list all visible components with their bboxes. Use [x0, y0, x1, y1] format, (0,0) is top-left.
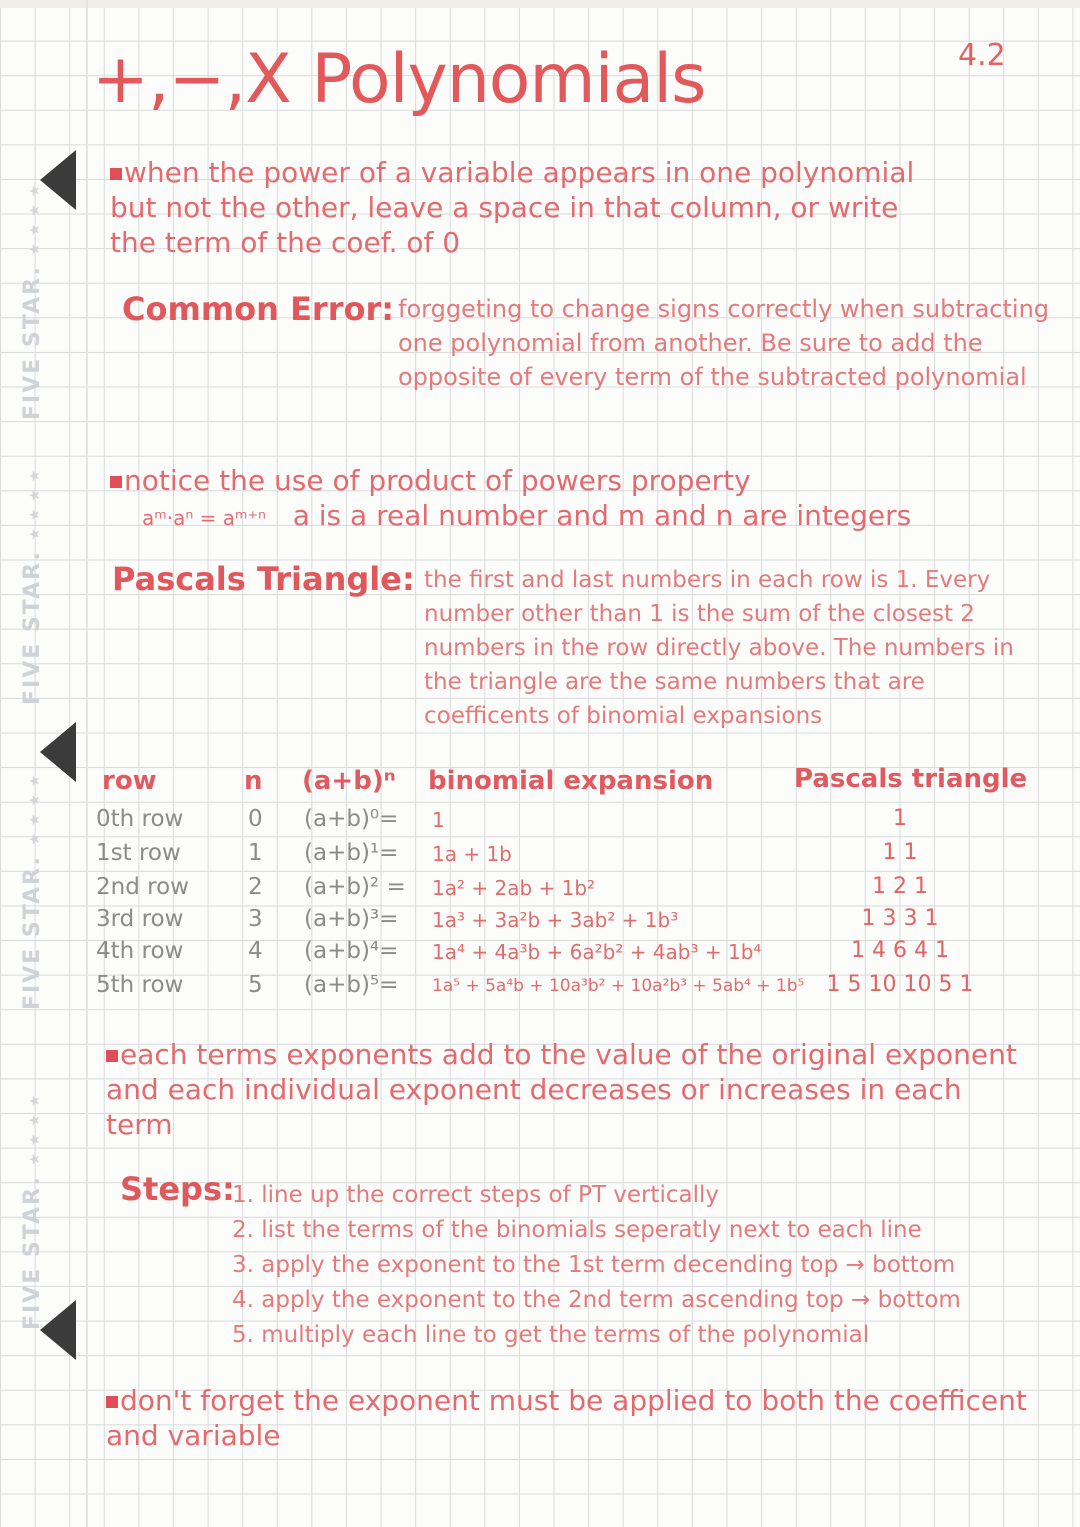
row-label: 3rd row [96, 906, 184, 932]
list-item: 5. multiply each line to get the terms of the polynomial [232, 1322, 870, 1348]
row-n: 2 [248, 874, 263, 900]
common-error-heading: Common Error: [122, 290, 395, 328]
list-item: 2. list the terms of the binomials seperatly next to each line [232, 1217, 922, 1243]
steps-list [232, 1178, 961, 1353]
row-expansion: 1a + 1b [432, 842, 512, 866]
row-expansion: 1a⁵ + 5a⁴b + 10a³b² + 10a²b³ + 5ab⁴ + 1b⁵ [432, 976, 805, 996]
row-label: 2nd row [96, 874, 189, 900]
row-triangle: 1 5 10 10 5 1 [826, 972, 974, 997]
row-binomial: (a+b)¹= [304, 840, 399, 866]
col-header-triangle: Pascals triangle [794, 764, 1028, 794]
row-expansion: 1 [432, 808, 445, 832]
row-binomial: (a+b)⁵= [304, 972, 399, 998]
row-binomial: (a+b)³= [304, 906, 399, 932]
pascals-triangle-heading: Pascals Triangle: [112, 560, 415, 598]
note-product-of-powers: notice the use of product of powers property aᵐ·aⁿ = aᵐ⁺ⁿ a is a real number and m and n are integers [110, 463, 1030, 536]
row-triangle: 1 4 6 4 1 [851, 938, 949, 963]
margin-line [86, 0, 88, 1527]
row-label: 1st row [96, 840, 181, 866]
row-binomial: (a+b)² = [304, 874, 406, 900]
list-item: 1. line up the correct steps of PT vertically [232, 1182, 719, 1208]
row-expansion: 1a³ + 3a²b + 3ab² + 1b³ [432, 908, 679, 932]
col-header-row: row [102, 766, 157, 796]
col-header-expansion: binomial expansion [428, 766, 714, 796]
pascals-triangle-text: the first and last numbers in each row is 1. Every number other than 1 is the sum of the closest 2 numbers in the row directly above. The numbers in the triangle are the same numbers that are coefficents of binomial expansions [424, 567, 1014, 729]
bullet-icon [110, 476, 122, 488]
list-item: 3. apply the exponent to the 1st term decending top → bottom [232, 1252, 956, 1278]
row-label: 5th row [96, 972, 184, 998]
row-binomial: (a+b)⁴= [304, 938, 399, 964]
row-triangle: 1 2 1 [872, 874, 928, 899]
page-title: +,−,X Polynomials [92, 40, 706, 119]
row-expansion: 1a⁴ + 4a³b + 6a²b² + 4ab³ + 1b⁴ [432, 940, 762, 964]
brand-watermark: FIVE STAR. ★ ★ ★ ★ [20, 468, 45, 705]
page-number: 4.2 [958, 38, 1006, 73]
col-header-binomial: (a+b)ⁿ [302, 766, 396, 796]
row-label: 4th row [96, 938, 184, 964]
bullet-icon [110, 168, 122, 180]
note-exponents: each terms exponents add to the value of the original exponent and each individual exponent decreases or increases in each term [106, 1038, 1017, 1141]
list-item: 4. apply the exponent to the 2nd term ascending top → bottom [232, 1287, 961, 1313]
brand-watermark: FIVE STAR. ★ ★ ★ ★ [20, 1093, 45, 1330]
note-apply-exponent: don't forget the exponent must be applied to both the coefficent and variable [106, 1384, 1027, 1452]
bullet-icon [106, 1050, 118, 1062]
row-triangle: 1 1 [882, 840, 918, 865]
row-n: 3 [248, 906, 263, 932]
brand-watermark: FIVE STAR. ★ ★ ★ ★ [20, 183, 45, 420]
bullet-icon [106, 1396, 118, 1408]
row-n: 1 [248, 840, 263, 866]
row-triangle: 1 [893, 806, 907, 831]
row-n: 4 [248, 938, 263, 964]
col-header-n: n [244, 766, 263, 796]
common-error-text: forggeting to change signs correctly when subtracting one polynomial from another. Be sure to add the opposite of every term of the subtracted polynomial [398, 295, 1050, 391]
paper-top-edge [0, 0, 1080, 8]
brand-watermark: FIVE STAR. ★ ★ ★ ★ [20, 773, 45, 1010]
row-n: 5 [248, 972, 263, 998]
row-n: 0 [248, 806, 263, 832]
row-binomial: (a+b)⁰= [304, 806, 399, 832]
note-missing-power: when the power of a variable appears in one polynomial but not the other, leave a space in that column, or write the term of the coef. of 0 [110, 156, 915, 259]
steps-heading: Steps: [120, 1170, 235, 1208]
row-expansion: 1a² + 2ab + 1b² [432, 876, 596, 900]
row-triangle: 1 3 3 1 [861, 906, 939, 931]
row-label: 0th row [96, 806, 184, 832]
product-of-powers-formula: aᵐ·aⁿ = aᵐ⁺ⁿ [142, 506, 267, 530]
